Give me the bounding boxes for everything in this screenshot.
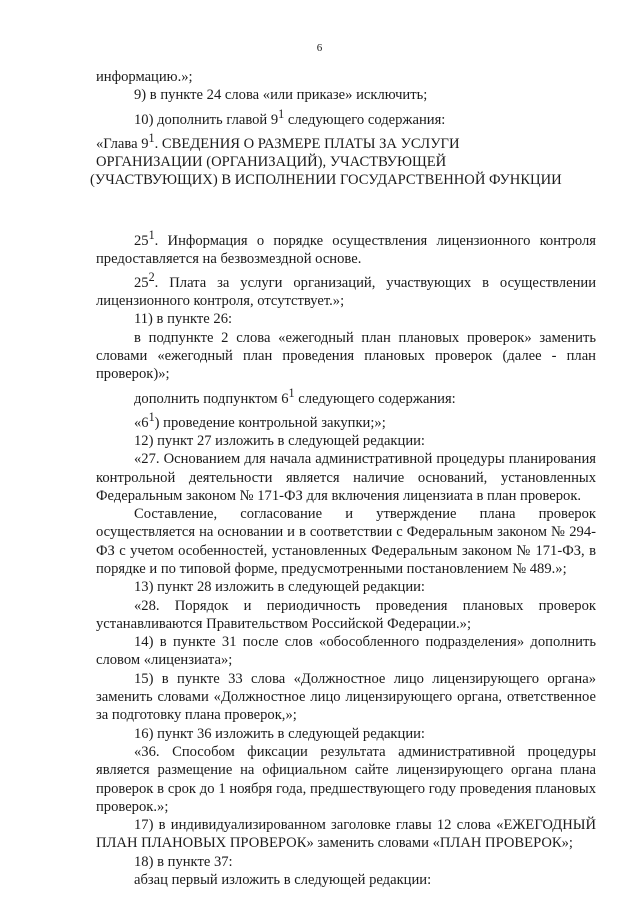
chapter-heading: «Глава $9^1$. СВЕДЕНИЯ О РАЗМЕРЕ ПЛАТЫ ЗА УСЛУГИ [96,130,460,152]
paragraph: 14) в пункте 31 после слов «обособленного подразделения» дополнить словом «лицензиата»; [96,634,596,669]
paragraph: абзац первый изложить в следующей редакции: [134,872,432,889]
paragraph: в подпункте 2 слова «ежегодный план плановых проверок» заменить словами «ежегодный план проведения плановых проверок (далее - план проверок)»; [96,329,596,383]
paragraph: 10) дополнить главой $9^1$ следующего содержания: [134,106,446,128]
paragraph: 17) в индивидуализированном заголовке главы 12 слова «ЕЖЕГОДНЫЙ ПЛАН ПЛАНОВЫХ ПРОВЕРОК» заменить словами «ПЛАН ПРОВЕРОК»; [96,817,596,852]
paragraph: 13) пункт 28 изложить в следующей редакции: [134,579,425,596]
chapter-heading-line: ОРГАНИЗАЦИИ (ОРГАНИЗАЦИЙ), УЧАСТВУЮЩЕЙ [96,153,447,170]
paragraph: 12) пункт 27 изложить в следующей редакции: [134,432,425,449]
paragraph: «36. Способом фиксации результата административной процедуры является размещение на официальном сайте лицензирующего органа плана проверок в срок до 1 ноября года, предшествующего году проведения плановых проверок.»; [96,743,596,815]
paragraph: 16) пункт 36 изложить в следующей редакции: [134,725,425,742]
paragraph: 15) в пункте 33 слова «Должностное лицо лицензирующего органа» заменить словами «Должностное лицо лицензирующего органа, ответственное за подготовку плана проверок,»; [96,670,596,724]
paragraph: «$6^1$) проведение контрольной закупки;»; [134,409,386,431]
paragraph: «27. Основанием для начала административной процедуры планирования контрольной деятельности является наличие оснований, установленных Федеральным законом № 171-ФЗ для включения лицензиата в план проверок. [96,451,596,504]
paragraph: Составление, согласование и утверждение плана проверок осуществляется на основании и в соответствии с Федеральным законом № 294-ФЗ с учетом особенностей, установленных Федеральным законом № 171-ФЗ, в порядке и по типовой форме, предусмотренными постановлением № 489.»; [96,506,596,577]
paragraph: 18) в пункте 37: [134,853,233,870]
paragraph: $25^2$. Плата за услуги организаций, участвующих в осуществлении лицензионного контроля, отсутствует.»; [96,269,596,310]
paragraph: дополнить подпунктом $6^1$ следующего содержания: [134,385,456,407]
paragraph: «28. Порядок и периодичность проведения плановых проверок устанавливаются Правительством Российской Федерации.»; [96,597,596,632]
document-body [90,68,596,889]
paragraph: 9) в пункте 24 слова «или приказе» исключить; [134,87,428,104]
page-number: 6 [316,42,323,54]
paragraph: 11) в пункте 26: [134,311,233,328]
paragraph: информацию.»; [96,69,193,85]
chapter-heading-line: (УЧАСТВУЮЩИХ) В ИСПОЛНЕНИИ ГОСУДАРСТВЕННОЙ ФУНКЦИИ [90,172,562,189]
paragraph: $25^1$. Информация о порядке осуществления лицензионного контроля предоставляется на безвозмездной основе. [96,227,596,267]
